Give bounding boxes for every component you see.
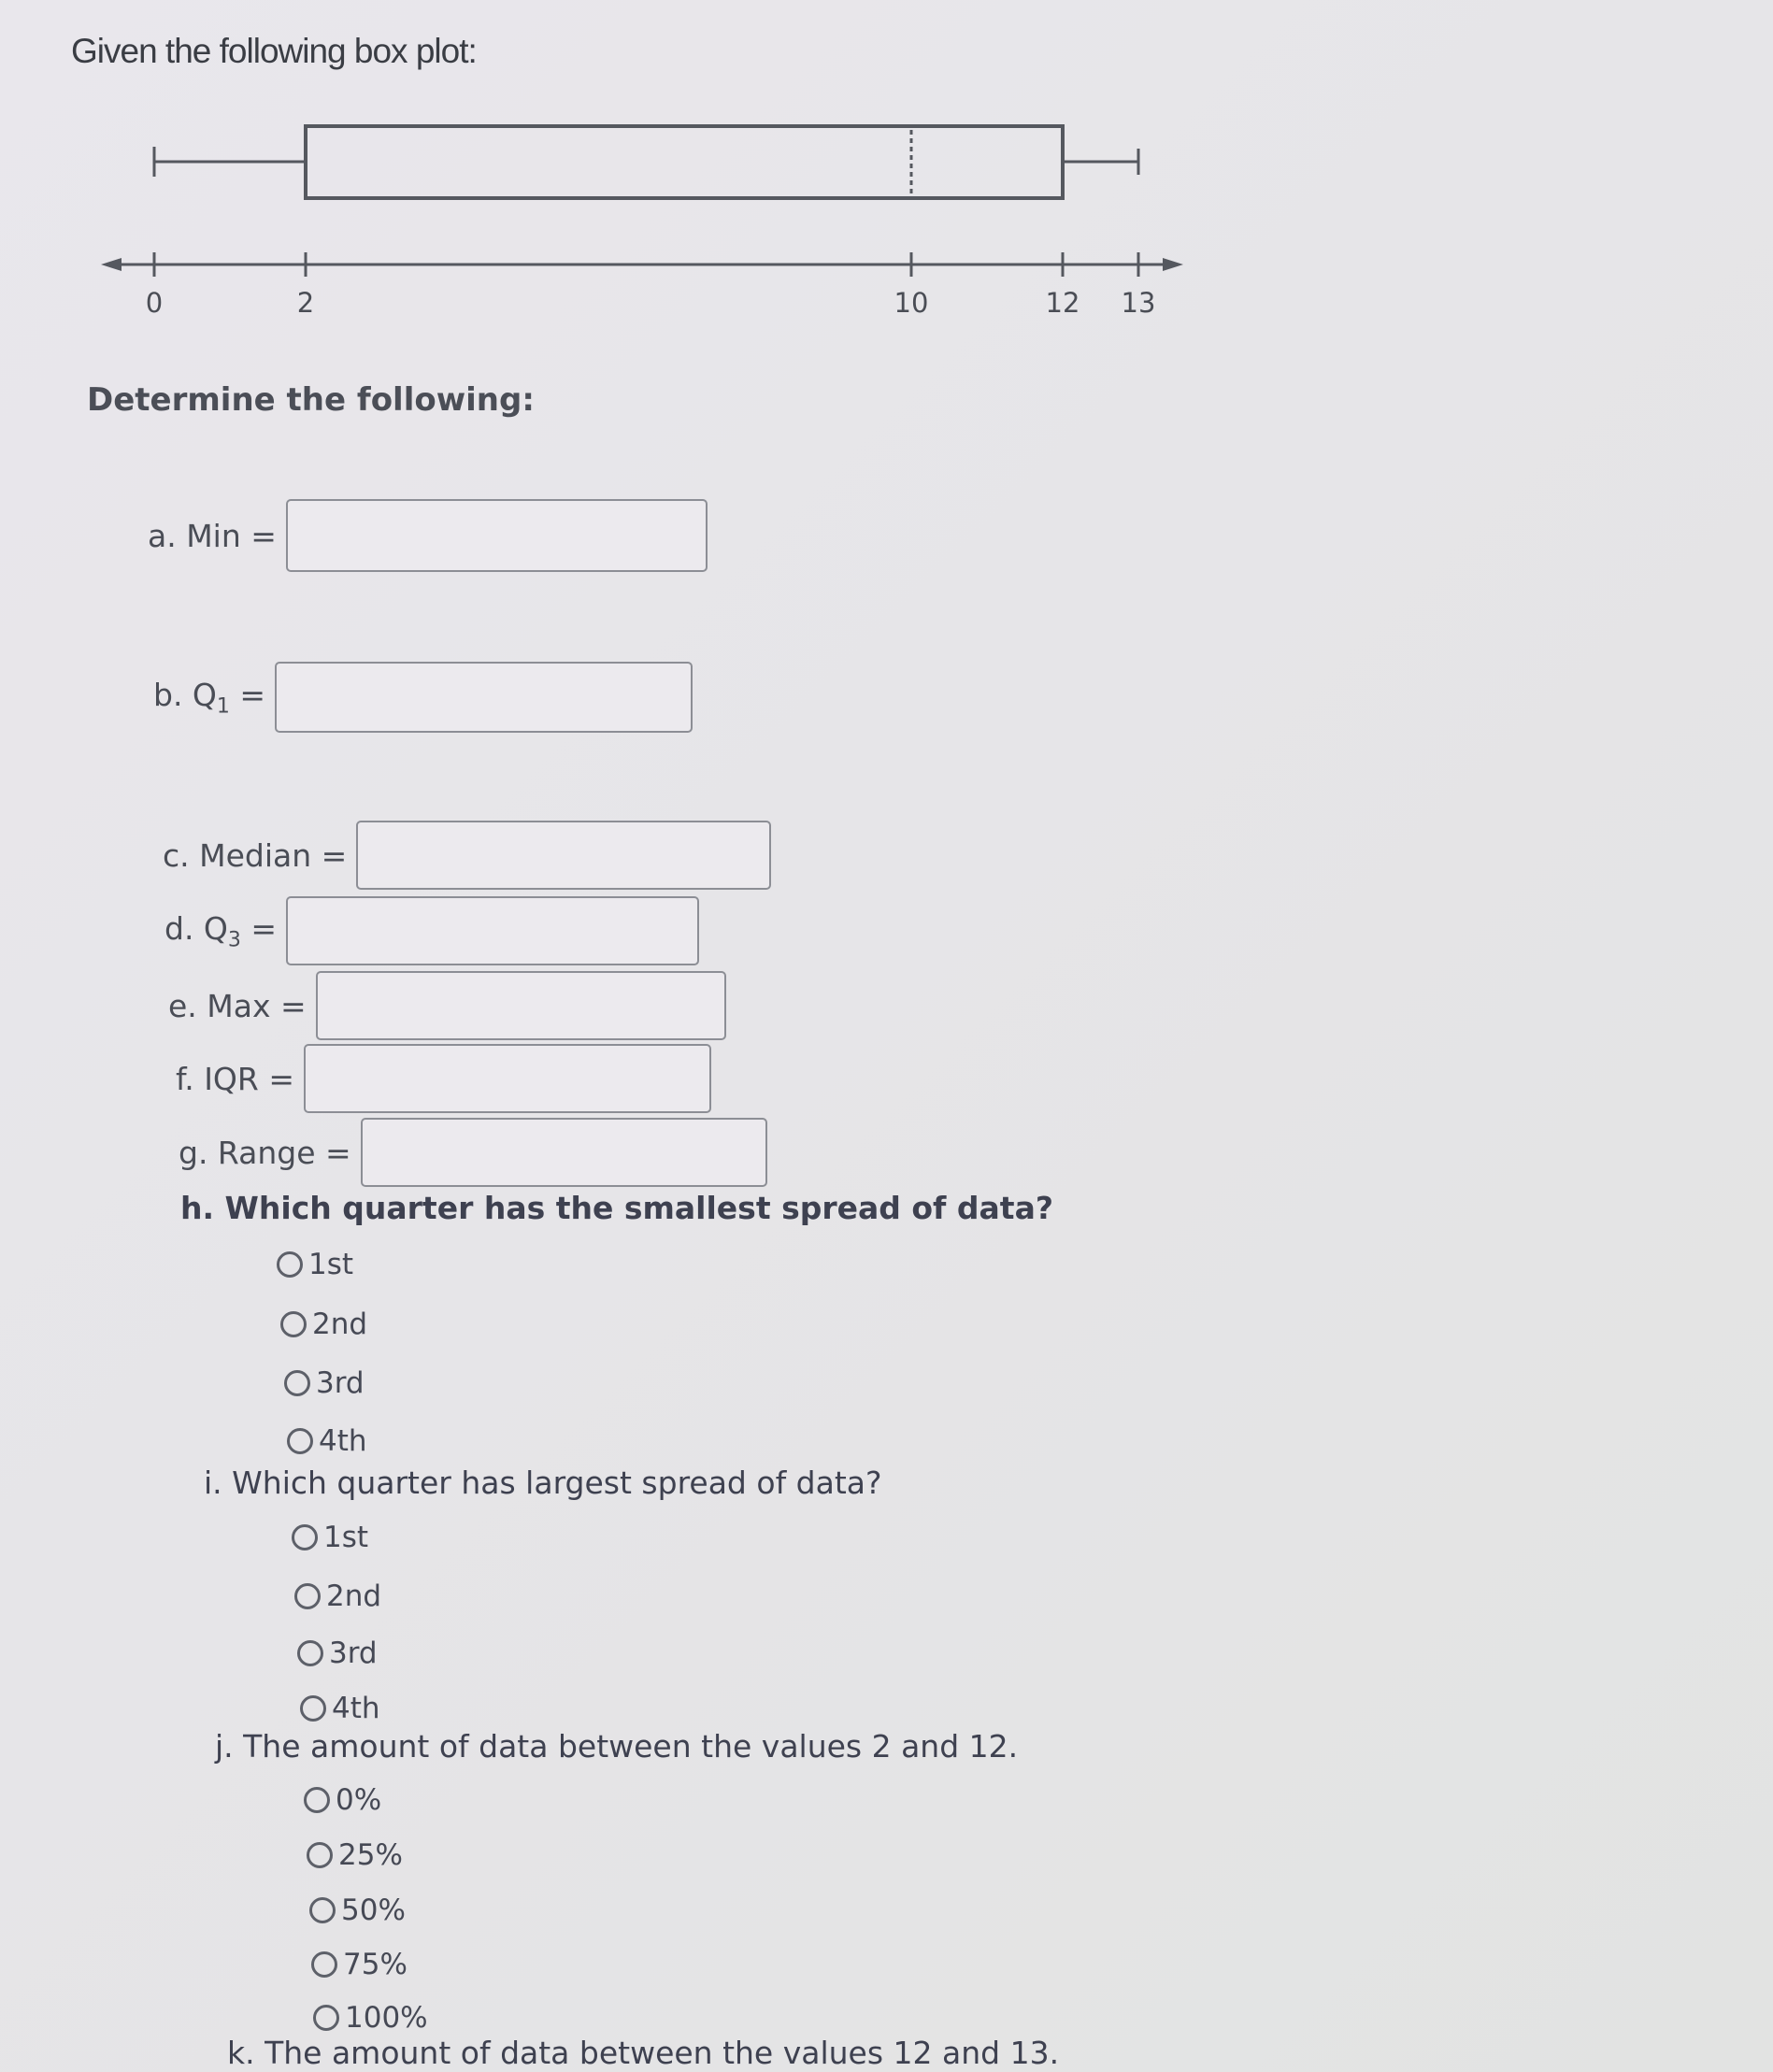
page-title: Given the following box plot: <box>71 32 477 70</box>
axis-tick-label: 2 <box>296 287 315 319</box>
option-label: 1st <box>308 1248 354 1281</box>
axis-tick-label: 10 <box>894 287 929 319</box>
option-label: 50% <box>341 1893 406 1927</box>
min-row <box>148 499 708 572</box>
max-label: e. Max = <box>168 987 307 1024</box>
question-j: j. The amount of data between the values 2 and 12. <box>215 1728 1019 1765</box>
q1-label <box>153 677 265 719</box>
radio-icon[interactable] <box>280 1311 307 1337</box>
option-label: 3rd <box>316 1366 365 1400</box>
q1-input[interactable] <box>275 662 693 733</box>
option-label: 0% <box>336 1783 382 1817</box>
median-label: c. Median = <box>163 836 348 874</box>
option-label: 75% <box>343 1948 408 1981</box>
range-label: g. Range = <box>179 1134 351 1171</box>
iqr-row <box>176 1044 711 1113</box>
q-h-option-1st[interactable] <box>277 1248 353 1281</box>
radio-icon[interactable] <box>300 1695 326 1722</box>
question-h: h. Which quarter has the smallest spread of data? <box>180 1190 1053 1226</box>
radio-icon[interactable] <box>284 1370 310 1396</box>
radio-icon[interactable] <box>313 2005 339 2031</box>
q-j-option-25[interactable] <box>307 1838 403 1872</box>
min-input[interactable] <box>286 499 708 572</box>
axis-tick-label: 12 <box>1045 287 1080 319</box>
range-input[interactable] <box>361 1118 767 1187</box>
option-label: 100% <box>345 2001 428 2035</box>
q-j-option-75[interactable] <box>311 1948 408 1981</box>
option-label: 25% <box>338 1838 403 1872</box>
q-j-option-100[interactable] <box>313 2001 428 2035</box>
q-j-option-0[interactable] <box>304 1783 381 1817</box>
q3-label-suffix: = <box>240 909 278 947</box>
option-label: 1st <box>323 1521 369 1554</box>
radio-icon[interactable] <box>292 1524 318 1550</box>
radio-icon[interactable] <box>307 1842 333 1868</box>
option-label: 4th <box>332 1692 380 1725</box>
radio-icon[interactable] <box>309 1897 336 1923</box>
axis-tick-label: 13 <box>1121 287 1156 319</box>
axis-tick-label: 0 <box>145 287 164 319</box>
option-label: 4th <box>319 1424 367 1458</box>
section-heading: Determine the following: <box>87 381 535 419</box>
iqr-box <box>306 126 1063 198</box>
q1-label-suffix: = <box>229 676 266 713</box>
right-arrow-icon <box>1163 258 1183 271</box>
option-label: 2nd <box>312 1308 368 1341</box>
q3-row <box>164 896 699 965</box>
max-row <box>168 971 726 1040</box>
iqr-input[interactable] <box>304 1044 711 1113</box>
q-h-option-3rd[interactable] <box>284 1366 365 1400</box>
question-k: k. The amount of data between the values 12 and 13. <box>227 2035 1060 2071</box>
radio-icon[interactable] <box>297 1640 323 1666</box>
max-input[interactable] <box>316 971 726 1040</box>
median-row <box>163 821 771 890</box>
radio-icon[interactable] <box>277 1251 303 1278</box>
q-i-option-2nd[interactable] <box>294 1579 381 1613</box>
q1-label-sub: 1 <box>216 694 230 719</box>
q3-label <box>164 910 277 952</box>
q-i-option-3rd[interactable] <box>297 1636 378 1670</box>
iqr-label: f. IQR = <box>176 1060 294 1097</box>
q-h-option-4th[interactable] <box>287 1424 367 1458</box>
median-input[interactable] <box>356 821 771 890</box>
box-plot <box>0 0 1773 355</box>
option-label: 2nd <box>326 1579 382 1613</box>
q-i-option-1st[interactable] <box>292 1521 368 1554</box>
question-i: i. Which quarter has largest spread of data? <box>204 1465 882 1501</box>
q-i-option-4th[interactable] <box>300 1692 380 1725</box>
q-j-option-50[interactable] <box>309 1893 406 1927</box>
radio-icon[interactable] <box>311 1951 337 1978</box>
q3-label-sub: 3 <box>227 928 241 952</box>
radio-icon[interactable] <box>287 1428 313 1454</box>
q3-input[interactable] <box>286 896 699 965</box>
min-label: a. Min = <box>148 517 277 554</box>
left-arrow-icon <box>101 258 122 271</box>
range-row <box>179 1118 767 1187</box>
q-h-option-2nd[interactable] <box>280 1308 367 1341</box>
q1-label-prefix: b. Q <box>153 676 217 713</box>
q3-label-prefix: d. Q <box>164 909 228 947</box>
radio-icon[interactable] <box>304 1787 330 1813</box>
option-label: 3rd <box>329 1636 378 1670</box>
radio-icon[interactable] <box>294 1583 321 1609</box>
q1-row <box>153 662 693 733</box>
